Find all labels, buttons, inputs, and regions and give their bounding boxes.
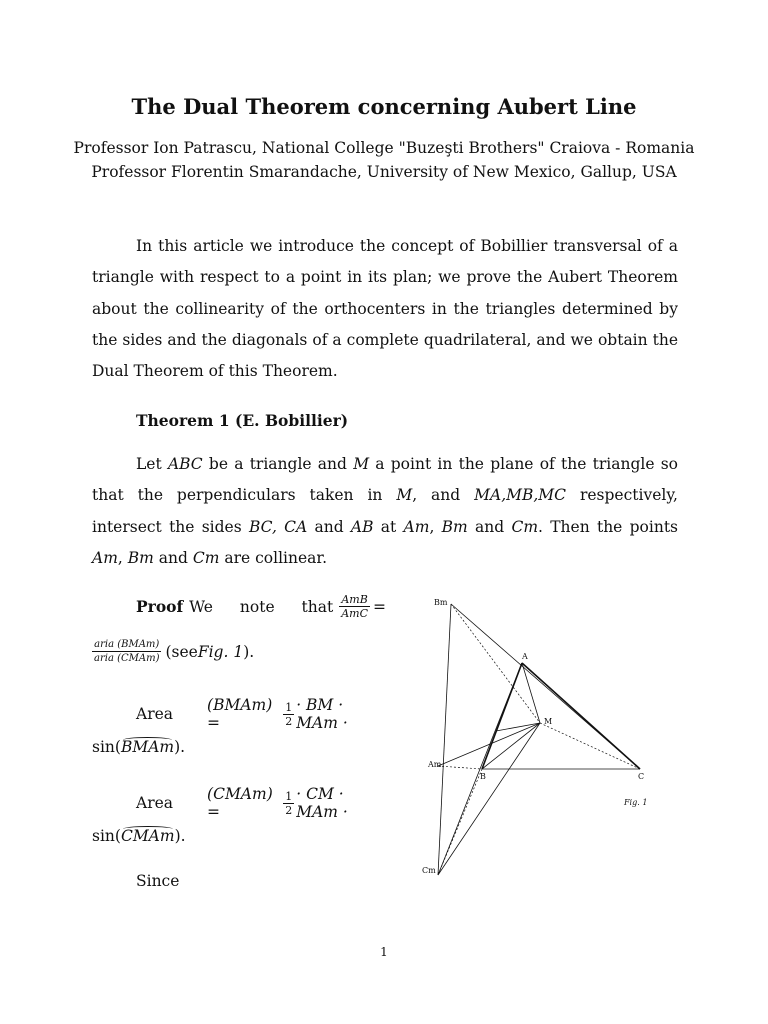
proof-label: Proof xyxy=(136,597,184,616)
page-number: 1 xyxy=(380,945,388,959)
theorem-heading: Theorem 1 (E. Bobillier) xyxy=(136,411,349,430)
aria-fraction: $\frac{\text{aria (BMAm)}}{\text{aria (CMAm)}}$ xyxy=(94,639,160,664)
line-am-m xyxy=(438,723,540,766)
proof-line-2: $\frac{\text{aria (BMAm)}}{\text{aria (CMAm)}}$ (see Fig. 1 ). xyxy=(94,639,255,664)
label-m: M xyxy=(544,717,553,726)
line-b-cm xyxy=(438,769,482,875)
paper-title: The Dual Theorem concerning Aubert Line xyxy=(131,94,637,119)
author-line-2: Professor Florentin Smarandache, University of New Mexico, Gallup, USA xyxy=(91,163,677,181)
line-m-ab xyxy=(496,723,540,731)
line-bm-m xyxy=(451,604,540,723)
area-equation-1: Area (BMAm) = $\frac{1}{2}$ · BM · MAm · xyxy=(136,696,348,732)
since-text: Since xyxy=(136,872,180,890)
ratio-equation: $\frac{\text{AmB}}{\text{AmC}}$ = xyxy=(341,593,386,620)
figure-reference: Fig. 1 xyxy=(197,642,244,661)
line-am-b xyxy=(438,766,482,769)
label-cm: Cm xyxy=(422,866,436,875)
label-c: C xyxy=(638,772,645,781)
half-fraction: $\frac{1}{2}$ xyxy=(285,700,293,728)
proof-intro: We note that xyxy=(189,597,334,616)
theorem-statement: Let ABC be a triangle and M a point in the plane of the triangle so that the perpendiculars taken in M, and MA,MB,MC respectively, intersect the sides BC, CA and AB at Am, Bm and Cm. Then the points Am, Bm and Cm are collinear. xyxy=(92,455,679,567)
figure-lines xyxy=(438,604,640,875)
label-am: Am xyxy=(428,760,442,769)
label-a: A xyxy=(522,652,528,661)
line-bm-cm xyxy=(438,604,451,875)
author-line-1: Professor Ion Patrascu, National College "Buzeşti Brothers" Craiova - Romania xyxy=(73,139,695,157)
abstract-paragraph: In this article we introduce the concept of Bobillier transversal of a triangle with respect to a point in its plan; we prove the Aubert Theorem about the collinearity of the orthocenters in the triangles determined by the sides and the diagonals of a complete quadrilateral, and we obtain the Dual Theorem of this Theorem. xyxy=(92,237,678,381)
figure-caption: Fig. 1 xyxy=(624,798,648,807)
figure-1-diagram xyxy=(418,593,680,883)
label-b: B xyxy=(480,772,486,781)
half-fraction: $\frac{1}{2}$ xyxy=(285,789,293,817)
proof-line-1 xyxy=(136,593,386,620)
label-bm: Bm xyxy=(434,598,448,607)
area-equation-2: Area (CMAm) = $\frac{1}{2}$ · CM · MAm · xyxy=(136,785,348,821)
sine-term-2: sin(CMAm). xyxy=(92,827,186,845)
sine-term-1: sin(BMAm). xyxy=(92,738,186,756)
line-m-c xyxy=(540,723,640,769)
ratio-fraction: $\frac{\text{AmB}}{\text{AmC}}$ xyxy=(341,593,368,620)
line-bm-c xyxy=(451,604,640,769)
